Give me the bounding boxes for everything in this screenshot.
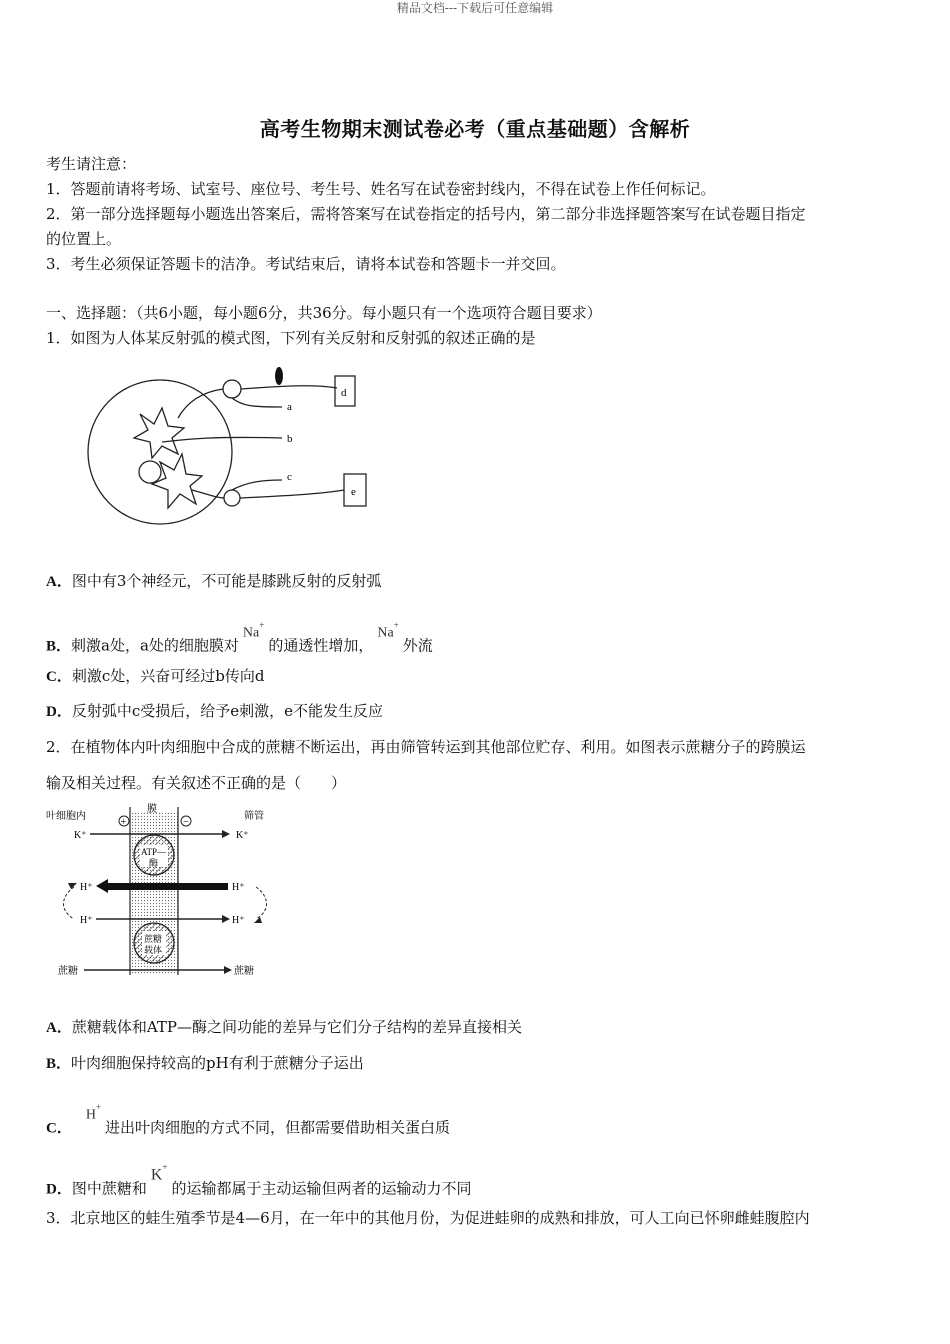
sodium-ion: Na+: [377, 620, 399, 641]
q1-option-c: [46, 666, 906, 687]
option-text: 刺激c处，兴奋可经过b传向d: [71, 667, 265, 685]
option-label: D．: [46, 704, 72, 720]
label-membrane: 膜: [147, 804, 157, 815]
stimulus-oval: [275, 367, 283, 385]
neuron-upper: [134, 408, 184, 458]
label-sieve-tube: 筛管: [244, 811, 264, 822]
option-text: 的通透性增加，: [268, 636, 374, 655]
q1-stem: 1．如图为人体某反射弧的模式图，下列有关反射和反射弧的叙述正确的是: [46, 329, 536, 347]
label-sucrose-left: 蔗糖: [58, 966, 78, 977]
option-label: B．: [46, 638, 72, 655]
notice-item-3: 3．考生必须保证答题卡的洁净。考试结束后，请将本试卷和答题卡一并交回。: [46, 255, 566, 273]
q2-option-c: [46, 1100, 906, 1139]
q1-option-b: [46, 618, 906, 657]
ganglion-c: [224, 490, 240, 506]
label-k-left: K⁺: [74, 830, 87, 841]
q3-stem: 3．北京地区的蛙生殖季节是4—6月，在一年中的其他月份，为促进蛙卵的成熟和排放，可人工向已怀卵雌蛙腹腔内: [46, 1209, 810, 1227]
label-atp-enzyme-2: 酶: [149, 858, 159, 868]
label-h-left-bottom: H⁺: [80, 915, 93, 926]
label-carrier-2: 载体: [144, 945, 163, 955]
q2-option-d: [46, 1160, 906, 1199]
notice-item-1: 1．答题前请将考场、试室号、座位号、考生号、姓名写在试卷密封线内，不得在试卷上作任何标记。: [46, 180, 716, 198]
notice-heading: 考生请注意：: [46, 155, 137, 173]
reflex-arc-figure: [82, 362, 382, 537]
option-label: A．: [46, 1020, 72, 1036]
option-label: C．: [46, 1120, 72, 1137]
label-b: b: [287, 433, 293, 445]
section-heading: 一、选择题：（共6小题，每小题6分，共36分。每小题只有一个选项符合题目要求）: [46, 304, 602, 322]
option-text: 图中有3个神经元，不可能是膝跳反射的反射弧: [71, 572, 382, 590]
page-title: 高考生物期末测试卷必考（重点基础题）含解析: [259, 117, 691, 141]
label-h-right-top: H⁺: [232, 882, 245, 893]
label-k-right: K⁺: [236, 830, 249, 841]
label-carrier-1: 蔗糖: [144, 934, 163, 944]
label-leaf-cell: 叶细胞内: [46, 811, 86, 822]
header-note: 精品文档---下载后可任意编辑: [396, 1, 554, 15]
option-label: B．: [46, 1056, 72, 1072]
q1-option-d: [46, 701, 906, 722]
label-sucrose-right: 蔗糖: [234, 966, 254, 977]
label-atp-enzyme-1: ATP—: [141, 847, 167, 857]
option-text: 叶肉细胞保持较高的pH有利于蔗糖分子运出: [71, 1054, 364, 1072]
hydrogen-ion: H+: [85, 1102, 102, 1123]
option-text: 外流: [402, 636, 433, 655]
label-d: d: [341, 387, 347, 399]
option-text: 图中蔗糖和: [71, 1179, 147, 1198]
option-text: 进出叶肉细胞的方式不同，但都需要借助相关蛋白质: [105, 1118, 451, 1137]
label-h-right-bottom: H⁺: [232, 915, 245, 926]
label-h-left-top: H⁺: [80, 882, 93, 893]
q2-option-b: [46, 1053, 906, 1074]
q2-option-a: [46, 1017, 906, 1038]
option-text: 反射弧中c受损后，给予e刺激，e不能发生反应: [71, 702, 384, 720]
q2-stem-line2: 输及相关过程。有关叙述不正确的是（ ）: [46, 774, 347, 792]
q2-stem-line1: 2．在植物体内叶肉细胞中合成的蔗糖不断运出，再由筛管转运到其他部位贮存、利用。如图表示蔗糖分子的跨膜运: [46, 738, 806, 756]
notice-item-2-cont: 的位置上。: [46, 230, 122, 248]
potassium-ion: K+: [150, 1162, 168, 1184]
spinal-cord-circle: [88, 380, 232, 524]
option-label: C．: [46, 669, 72, 685]
interneuron-body: [139, 461, 161, 483]
option-label: A．: [46, 574, 72, 590]
option-text: 蔗糖载体和ATP—酶之间功能的差异与它们分子结构的差异直接相关: [71, 1018, 522, 1036]
option-text: 刺激a处，a处的细胞膜对: [71, 636, 239, 655]
minus-sign: −: [183, 817, 189, 828]
neuron-lower: [152, 454, 202, 508]
option-text: 的运输都属于主动运输但两者的运输动力不同: [171, 1179, 472, 1198]
label-a: a: [287, 401, 292, 413]
plus-sign: +: [120, 817, 127, 828]
q1-option-a: [46, 571, 906, 592]
label-e: e: [351, 486, 356, 498]
notice-item-2: 2．第一部分选择题每小题选出答案后，需将答案写在试卷指定的括号内，第二部分非选择题答案写在试卷题目指定: [46, 205, 806, 223]
sucrose-transport-figure: [44, 803, 284, 983]
sodium-ion: Na+: [242, 620, 265, 641]
label-c: c: [287, 471, 292, 483]
ganglion-a: [223, 380, 241, 398]
option-label: D．: [46, 1181, 72, 1198]
